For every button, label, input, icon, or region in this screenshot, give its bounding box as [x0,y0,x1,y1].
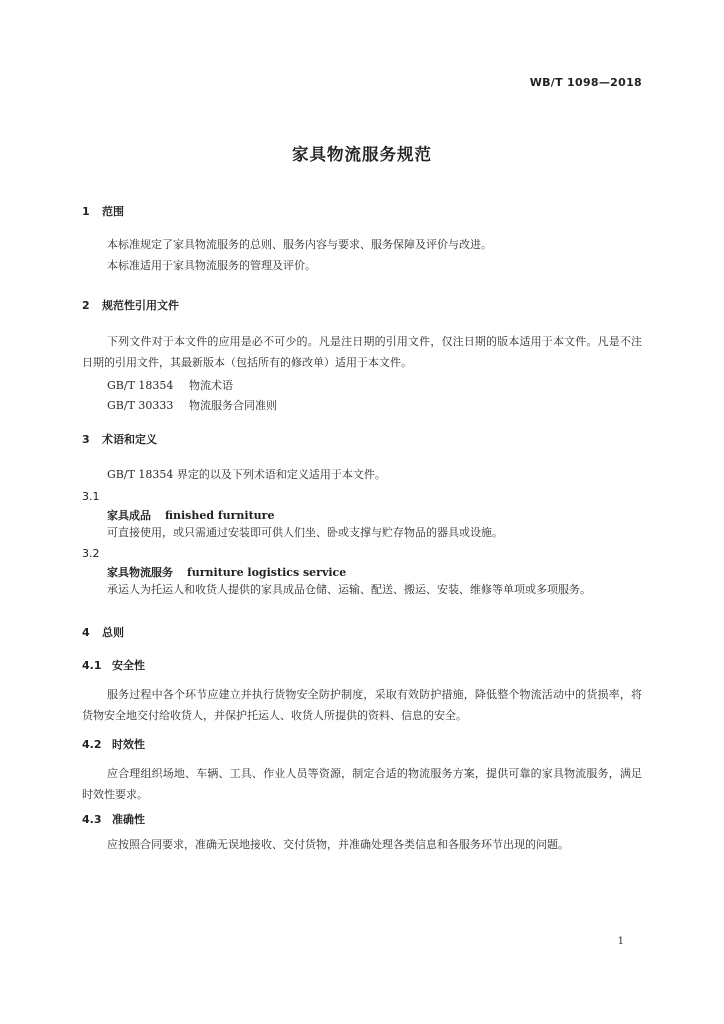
term-entry [107,564,346,580]
standard-code: WB/T 1098—2018 [529,76,642,89]
section-title: 规范性引用文件 [102,299,179,312]
subsection-heading [82,657,145,673]
normative-refs-intro: 下列文件对于本文件的应用是必不可少的。凡是注日期的引用文件，仅注日期的版本适用于本文件。凡是不注日期的引用文件，其最新版本（包括所有的修改单）适用于本文件。 [82,335,642,369]
subsection-title: 安全性 [112,659,145,672]
subsection-number: 4.2 [82,738,102,751]
section-heading-general [82,624,124,640]
section-title: 术语和定义 [102,433,157,446]
reference-code: GB/T 18354 [107,379,174,392]
term-definition: 可直接使用，或只需通过安装即可供人们坐、卧或支撑与贮存物品的器具或设施。 [107,526,503,539]
scope-paragraph-2: 本标准适用于家具物流服务的管理及评价。 [107,259,316,272]
document-title: 家具物流服务规范 [292,145,432,164]
term-definition: 承运人为托运人和收货人提供的家具成品仓储、运输、配送、搬运、安装、维修等单项或多项服务。 [107,583,591,596]
reference-code: GB/T 30333 [107,399,174,412]
scope-paragraph-1: 本标准规定了家具物流服务的总则、服务内容与要求、服务保障及评价与改进。 [107,238,492,251]
subsection-title: 准确性 [112,813,145,826]
reference-item [107,377,233,393]
subsection-heading [82,811,145,827]
subsection-paragraph: 应合理组织场地、车辆、工具、作业人员等资源，制定合适的物流服务方案，提供可靠的家具物流服务，满足时效性要求。 [82,767,642,801]
term-en: finished furniture [165,509,275,522]
subsection-paragraph: 服务过程中各个环节应建立并执行货物安全防护制度，采取有效防护措施，降低整个物流活动中的货损率，将货物安全地交付给收货人，并保护托运人、收货人所提供的资料、信息的安全。 [82,688,642,722]
section-number: 1 [82,205,90,218]
term-zh: 家具物流服务 [107,566,173,579]
subsection-heading [82,736,145,752]
term-number: 3.1 [82,490,100,503]
section-heading-normative-refs [82,297,179,313]
term-en: furniture logistics service [187,566,347,579]
section-number: 2 [82,299,90,312]
section-heading-scope [82,203,124,219]
subsection-title: 时效性 [112,738,145,751]
subsection-paragraph: 应按照合同要求，准确无误地接收、交付货物，并准确处理各类信息和各服务环节出现的问题。 [107,838,569,851]
section-title: 范围 [102,205,124,218]
subsection-number: 4.1 [82,659,102,672]
section-heading-terms [82,431,157,447]
section-title: 总则 [102,626,124,639]
section-number: 3 [82,433,90,446]
terms-intro: GB/T 18354 界定的以及下列术语和定义适用于本文件。 [107,468,386,481]
term-entry [107,507,274,523]
subsection-number: 4.3 [82,813,102,826]
reference-item [107,397,277,413]
term-zh: 家具成品 [107,509,151,522]
page-number: 1 [617,936,624,947]
reference-title: 物流术语 [189,379,233,392]
reference-title: 物流服务合同准则 [189,399,277,412]
term-number: 3.2 [82,547,100,560]
section-number: 4 [82,626,90,639]
